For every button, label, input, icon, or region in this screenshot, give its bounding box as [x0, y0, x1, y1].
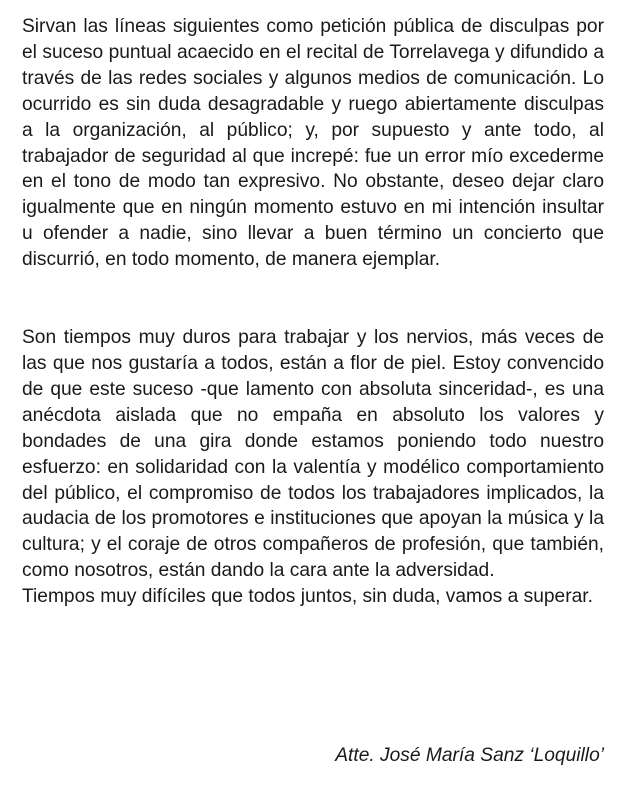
- paragraph-hard-times: Son tiempos muy duros para trabajar y los nervios, más veces de las que nos gustaría a todos, están a flor de piel. Estoy convencido de que este suceso -que lamento con absoluta sinceridad-, es una anécdota aislada que no empaña en absoluto los valores y bondades de una gira donde estamos poniendo todo nuestro esfuerzo: en solidaridad con la valentía y modélico comportamiento del público, el compromiso de todos los trabajadores implicados, la audacia de los promotores e instituciones que apoyan la música y la cultura; y el coraje de otros compañeros de profesión, que también, como nosotros, están dando la cara ante la adversidad.: [22, 327, 604, 582]
- signature: Atte. José María Sanz ‘Loquillo’: [335, 745, 604, 766]
- paragraph-apology: Sirvan las líneas siguientes como petición pública de disculpas por el suceso puntual acaecido en el recital de Torrelavega y difundido a través de las redes sociales y algunos medios de comunicación. Lo ocurrido es sin duda desagradable y ruego abiertamente disculpas a la organización, al público; y, por supuesto y ante todo, al trabajador de seguridad al que increpé: fue un error mío excederme en el tono de modo tan expresivo. No obstante, deseo dejar claro igualmente que en ningún momento estuvo en mi intención insultar u ofender a nadie, sino llevar a buen término un concierto que discurrió, en todo momento, de manera ejemplar.: [22, 16, 604, 271]
- paragraph-closing: Tiempos muy difíciles que todos juntos, sin duda, vamos a superar.: [22, 586, 593, 608]
- letter-body: [22, 14, 604, 610]
